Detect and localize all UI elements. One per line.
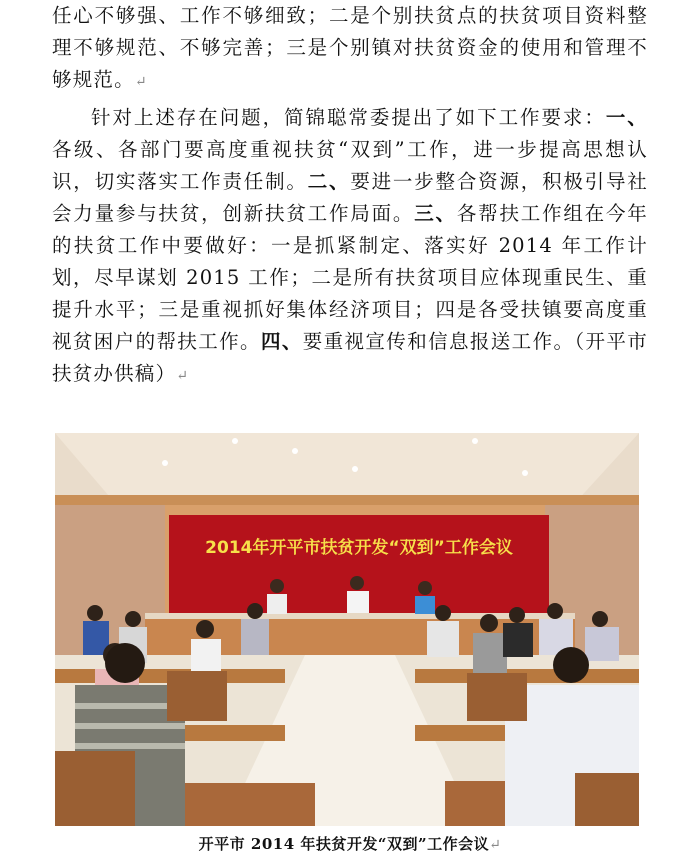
paragraph-2	[52, 102, 648, 392]
person-body	[427, 621, 459, 657]
ceiling-light	[232, 438, 238, 444]
item-3-number: 三、	[414, 202, 457, 225]
item-2-text: 要进一步整合资源，积极引导社会力量参与扶贫，创新扶贫工作局面。	[52, 170, 648, 225]
ceiling-light	[522, 470, 528, 476]
person-body	[267, 594, 287, 614]
item-1-number: 一、	[605, 106, 648, 129]
person-head	[418, 581, 432, 595]
item-2-number: 二、	[307, 170, 351, 193]
paragraph-mark: ↵	[489, 837, 502, 853]
person-body	[241, 619, 269, 655]
paragraph-1	[52, 0, 648, 98]
shirt-stripe	[75, 743, 185, 749]
person-head	[247, 603, 263, 619]
person-head	[509, 607, 525, 623]
ceiling-light	[292, 448, 298, 454]
person-head	[435, 605, 451, 621]
person-head	[125, 611, 141, 627]
chair	[167, 671, 227, 721]
ceiling-beam	[55, 495, 639, 505]
person-head	[105, 643, 145, 683]
paragraph-1-text: 任心不够强、工作不够细致；二是个别扶贫点的扶贫项目资料整理不够规范、不够完善；三是个别镇对扶贫资金的使用和管理不够规范。	[52, 4, 648, 91]
chair	[467, 673, 527, 721]
paragraph-2-intro: 针对上述存在问题，简锦聪常委提出了如下工作要求：	[91, 106, 606, 129]
photo-caption-text: 开平市 2014 年扶贫开发“双到”工作会议	[198, 835, 490, 853]
person-head	[87, 605, 103, 621]
item-3-text: 各帮扶工作组在今年的扶贫工作中要做好：一是抓紧制定、落实好 2014 年工作计划，尽早谋划 2015 工作；二是所有扶贫项目应体现重民生、重提升水平；三是重视抓好集体经济项目；四是各受扶镇要高度重视贫困户的帮扶工作。	[52, 202, 648, 353]
photo-caption	[0, 833, 700, 854]
person-head	[480, 614, 498, 632]
ceiling-light	[472, 438, 478, 444]
item-4-text: 要重视宣传和信息报送工作。（开平市扶贫办供稿）	[52, 330, 648, 385]
person-body	[473, 633, 507, 673]
person-head	[196, 620, 214, 638]
person-head	[270, 579, 284, 593]
paragraph-mark: ↵	[176, 368, 190, 384]
meeting-photo	[55, 433, 639, 826]
paragraph-mark: ↵	[134, 74, 148, 90]
person-body	[585, 627, 619, 661]
banner-text: 2014年开平市扶贫开发“双到”工作会议	[205, 538, 513, 558]
person-head	[547, 603, 563, 619]
person-body	[347, 591, 369, 613]
shirt-stripe	[75, 723, 185, 729]
person-body	[415, 596, 435, 614]
meeting-photo-illustration	[55, 433, 639, 826]
person-head	[350, 576, 364, 590]
person-body	[503, 623, 533, 657]
chair	[575, 773, 639, 826]
chair	[55, 751, 135, 826]
ceiling-light	[352, 466, 358, 472]
person-head	[553, 647, 589, 683]
item-4-number: 四、	[260, 330, 303, 353]
person-head	[592, 611, 608, 627]
ceiling-panel	[55, 433, 639, 503]
item-1-text: 各级、各部门要高度重视扶贫“双到”工作，进一步提高思想认识，切实落实工作责任制。	[52, 138, 648, 193]
ceiling-light	[162, 460, 168, 466]
